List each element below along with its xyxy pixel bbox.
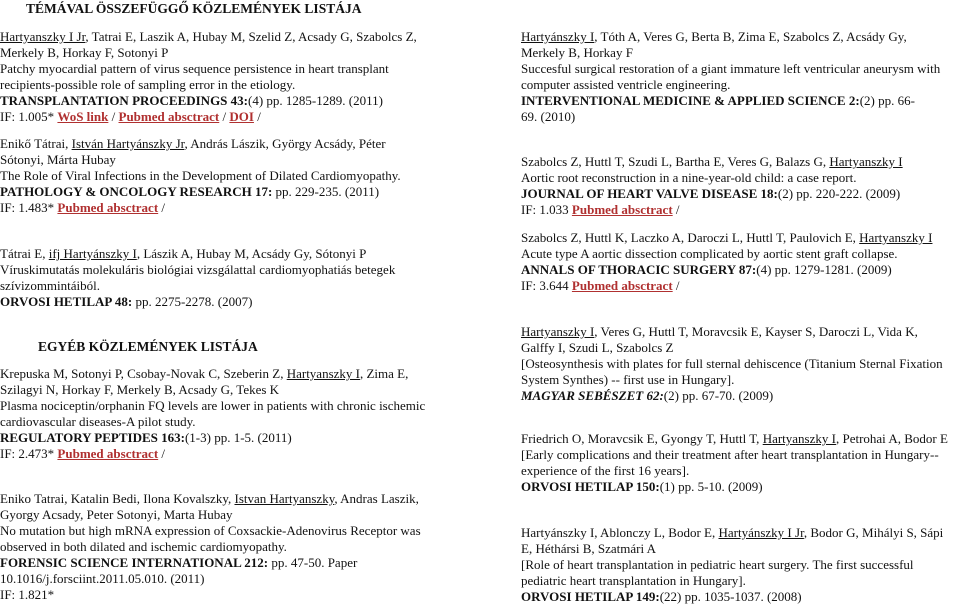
wos-link[interactable]: WoS link [57, 109, 109, 124]
publication-entry: Hartyánszky I, Ablonczy L, Bodor E, Hartyánszky I Jr, Bodor G, Mihályi S, Sápi E, Héthársi B, Szatmári A [Role of heart transplantation in pediatric heart surgery. The first successful pediatric heart transplantation in Hungary]. ORVOSI HETILAP 149:(22) pp. 1035-1037. (2008) [521, 525, 944, 604]
author-link[interactable]: Hartyánszky I Jr [718, 525, 804, 540]
author-link[interactable]: Istvan Hartyanszky [234, 491, 335, 506]
author-link[interactable]: Hartyanszky I [859, 230, 933, 245]
section-heading-related: TÉMÁVAL ÖSSZEFÜGGŐ KÖZLEMÉNYEK LISTÁJA [26, 1, 362, 16]
publication-entry: Hartyanszky I Jr, Tatrai E, Laszik A, Hubay M, Szelid Z, Acsady G, Szabolcs Z, Merkely B, Horkay F, Sotonyi P Patchy myocardial pattern of virus sequence persistence in heart transplant recipients-possible role of sampling error in the etiology. TRANSPLANTATION PROCEEDINGS 43:(4) pp. 1285-1289. (2011) IF: 1.005* WoS link / Pubmed absctract / DOI / [0, 29, 417, 124]
pubmed-link[interactable]: Pubmed absctract [57, 200, 159, 215]
author-link[interactable]: Hartyánszky I [521, 29, 595, 44]
publication-entry: Hartyanszky I, Veres G, Huttl T, Moravcsik E, Kayser S, Daroczi L, Vida K, Galffy I, Szudi L, Szabolcs Z [Osteosynthesis with plates for full sternal dehiscence (Titanium Sternal Fixation System Synthes) -- first use in Hungary]. MAGYAR SEBÉSZET 62:(2) pp. 67-70. (2009) [521, 324, 943, 403]
publication-entry: Szabolcs Z, Huttl K, Laczko A, Daroczi L, Huttl T, Paulovich E, Hartyanszky I Acute type A aortic dissection complicated by aortic stent graft collapse. ANNALS OF THORACIC SURGERY 87:(4) pp. 1279-1281. (2009) IF: 3.644 Pubmed absctract / [521, 230, 933, 293]
pubmed-link[interactable]: Pubmed absctract [571, 278, 673, 293]
author-link[interactable]: ifj Hartyánszky I [48, 246, 137, 261]
author-link[interactable]: István Hartyánszky Jr [71, 136, 185, 151]
publication-entry: Tátrai E, ifj Hartyánszky I, Lászik A, Hubay M, Acsády Gy, Sótonyi P Víruskimutatás molekuláris biológiai vizsgálattal cardiomyophatiás betegek szívizommintáiból. ORVOSI HETILAP 48: pp. 2275-2278. (2007) [0, 246, 396, 309]
author-link[interactable]: Hartyanszky I [829, 154, 903, 169]
publication-entry: Hartyánszky I, Tóth A, Veres G, Berta B, Zima E, Szabolcs Z, Acsády Gy, Merkely B, Horkay F Succesful surgical restoration of a giant immature left ventricular aneurysm with computer assisted ventricle engineering. INTERVENTIONAL MEDICINE & APPLIED SCIENCE 2:(2) pp. 66- 69. (2010) [521, 29, 941, 124]
section-heading-other: EGYÉB KÖZLEMÉNYEK LISTÁJA [38, 339, 258, 354]
publication-entry: Krepuska M, Sotonyi P, Csobay-Novak C, Szeberin Z, Hartyanszky I, Zima E, Szilagyi N, Horkay F, Merkely B, Acsady G, Tekes K Plasma nociceptin/orphanin FQ levels are lower in patients with chronic ischemic cardiovascular diseases-A pilot study. REGULATORY PEPTIDES 163:(1-3) pp. 1-5. (2011) IF: 2.473* Pubmed absctract / [0, 366, 426, 461]
pubmed-link[interactable]: Pubmed absctract [57, 446, 159, 461]
pubmed-link[interactable]: Pubmed absctract [118, 109, 220, 124]
publication-entry: Szabolcs Z, Huttl T, Szudi L, Bartha E, Veres G, Balazs G, Hartyanszky I Aortic root reconstruction in a nine-year-old child: a case report. JOURNAL OF HEART VALVE DISEASE 18:(2) pp. 220-222. (2009) IF: 1.033 Pubmed absctract / [521, 154, 903, 217]
publication-entry: Friedrich O, Moravcsik E, Gyongy T, Huttl T, Hartyanszky I, Petrohai A, Bodor E [Early complications and their treatment after heart transplantation in Hungary-- experience of the first 16 years]. ORVOSI HETILAP 150:(1) pp. 5-10. (2009) [521, 431, 948, 494]
author-link[interactable]: Hartyanszky I [521, 324, 595, 339]
author-link[interactable]: Hartyanszky I [762, 431, 836, 446]
publication-entry: Enikő Tátrai, István Hartyánszky Jr, András Lászik, György Acsády, Péter Sótonyi, Márta Hubay The Role of Viral Infections in the Development of Dilated Cardiomyopathy. PATHOLOGY & ONCOLOGY RESEARCH 17: pp. 229-235. (2011) IF: 1.483* Pubmed absctract / [0, 136, 401, 215]
author-link[interactable]: Hartyanszky I Jr [0, 29, 86, 44]
pubmed-link[interactable]: Pubmed absctract [571, 202, 673, 217]
publication-entry: Eniko Tatrai, Katalin Bedi, Ilona Kovalszky, Istvan Hartyanszky, Andras Laszik, Gyorgy Acsady, Peter Sotonyi, Marta Hubay No mutation but high mRNA expression of Coxsackie-Adenovirus Receptor was observed in both dilated and ischemic cardiomyopathy. FORENSIC SCIENCE INTERNATIONAL 212: pp. 47-50. Paper 10.1016/j.forsciint.2011.05.010. (2011) IF: 1.821* [0, 491, 421, 602]
doi-link[interactable]: DOI [229, 109, 254, 124]
author-link[interactable]: Hartyanszky I [286, 366, 360, 381]
